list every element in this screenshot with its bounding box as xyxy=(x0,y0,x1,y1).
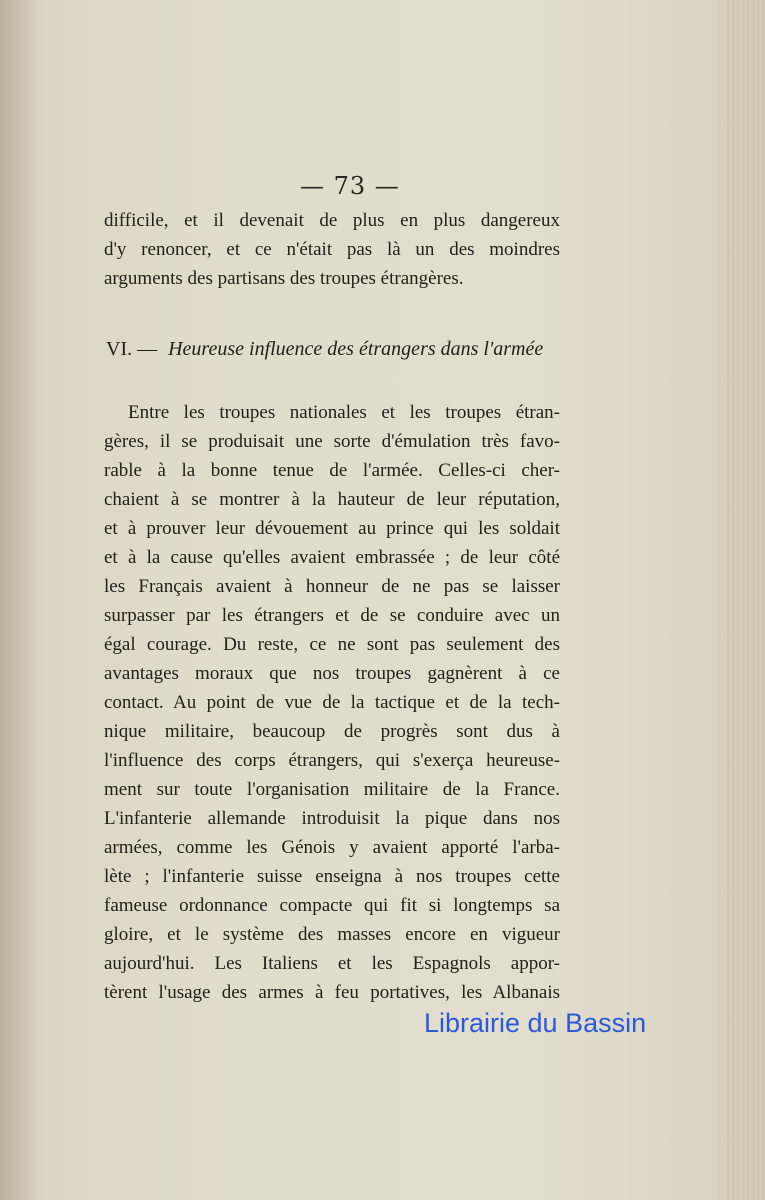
section-heading xyxy=(106,338,566,361)
text-line: contact. Au point de vue de la tactique et de la tech- xyxy=(104,692,560,713)
section-title: Heureuse influence des étrangers dans l'armée xyxy=(168,338,544,360)
text-line: Entre les troupes nationales et les troupes étran- xyxy=(128,402,560,423)
text-line: armées, comme les Génois y avaient apporté l'arba- xyxy=(104,837,560,858)
text-line: nique militaire, beaucoup de progrès sont dus à xyxy=(104,721,560,742)
text-line: rable à la bonne tenue de l'armée. Celles-ci cher- xyxy=(104,460,560,481)
page-number: — 73 — xyxy=(300,172,400,200)
text-line: difficile, et il devenait de plus en plus dangereux xyxy=(104,210,560,231)
text-line: ment sur toute l'organisation militaire de la France. xyxy=(104,779,560,800)
text-line: égal courage. Du reste, ce ne sont pas seulement des xyxy=(104,634,560,655)
text-line: et à prouver leur dévouement au prince qui les soldait xyxy=(104,518,560,539)
top-paragraph xyxy=(104,206,560,293)
text-line: gloire, et le système des masses encore en vigueur xyxy=(104,924,560,945)
text-line: L'infanterie allemande introduisit la pique dans nos xyxy=(104,808,560,829)
text-line: et à la cause qu'elles avaient embrassée ; de leur côté xyxy=(104,547,560,568)
text-line: chaient à se montrer à la hauteur de leur réputation, xyxy=(104,489,560,510)
text-line: arguments des partisans des troupes étrangères. xyxy=(104,268,464,289)
text-line: aujourd'hui. Les Italiens et les Espagnols appor- xyxy=(104,953,560,974)
text-line: tèrent l'usage des armes à feu portatives, les Albanais xyxy=(104,982,560,1003)
text-line: surpasser par les étrangers et de se conduire avec un xyxy=(104,605,560,626)
text-line: l'influence des corps étrangers, qui s'exerça heureuse- xyxy=(104,750,560,771)
page-edges xyxy=(727,0,765,1200)
text-line: les Français avaient à honneur de ne pas se laisser xyxy=(104,576,560,597)
text-line: fameuse ordonnance compacte qui fit si longtemps sa xyxy=(104,895,560,916)
text-line: lète ; l'infanterie suisse enseigna à nos troupes cette xyxy=(104,866,560,887)
body-paragraph xyxy=(104,398,560,1007)
text-line: avantages moraux que nos troupes gagnèrent à ce xyxy=(104,663,560,684)
section-number: VI. — xyxy=(106,338,158,360)
text-line: d'y renoncer, et ce n'était pas là un des moindres xyxy=(104,239,560,260)
watermark: Librairie du Bassin xyxy=(424,1008,647,1038)
text-line: gères, il se produisait une sorte d'émulation très favo- xyxy=(104,431,560,452)
gutter-shadow xyxy=(0,0,40,1200)
